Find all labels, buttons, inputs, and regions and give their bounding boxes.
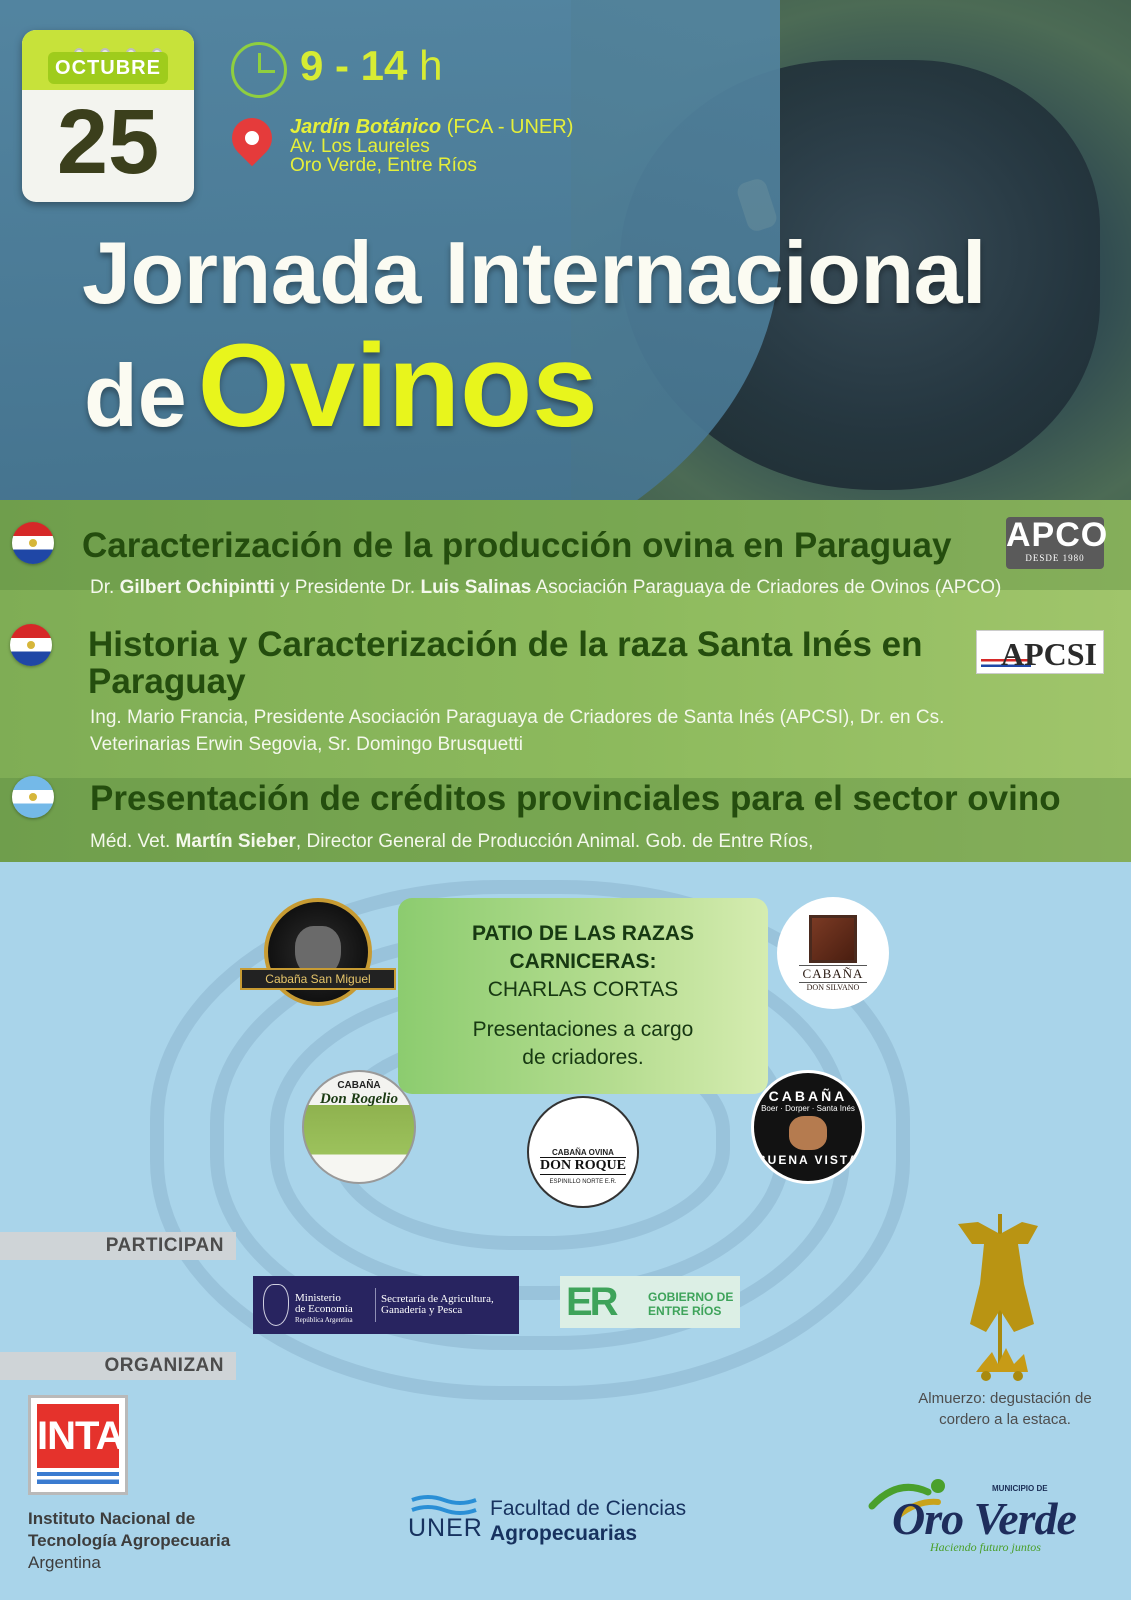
venue-affiliation: (FCA - UNER) [446, 116, 574, 138]
inta-country: Argentina [28, 1553, 101, 1572]
apco-logo-sub: DESDE 1980 [1025, 553, 1085, 563]
talk-2-speakers [90, 704, 944, 758]
er-mark: ER [566, 1280, 616, 1324]
calendar-date [22, 30, 194, 202]
don-roque-name: DON ROQUE [540, 1157, 626, 1173]
apcsi-logo [976, 630, 1104, 674]
event-title-highlight: Ovinos [197, 320, 598, 452]
don-silvano-top: CABAÑA [799, 965, 868, 983]
lunch-line: cordero a la estaca. [939, 1411, 1071, 1428]
cabana-san-miguel-label: Cabaña San Miguel [240, 968, 396, 990]
buena-vista-breeds: Boer · Dorper · Santa Inés [761, 1103, 855, 1113]
secretaria-name [381, 1294, 494, 1316]
er-line: ENTRE RÍOS [648, 1304, 722, 1318]
patio-title: PATIO DE LAS RAZAS [471, 922, 695, 945]
event-title-prefix: de [84, 346, 187, 445]
er-line: GOBIERNO DE [648, 1290, 734, 1304]
venue-address [290, 118, 573, 175]
talk-1-speakers [90, 574, 1001, 601]
paraguay-flag-icon [10, 624, 52, 666]
cabana-don-rogelio-logo [302, 1070, 416, 1184]
patio-description: de criadores. [522, 1046, 644, 1069]
oro-verde-tagline: Haciendo futuro juntos [930, 1540, 1041, 1554]
cabana-don-roque-logo [527, 1096, 639, 1208]
argentina-seal-icon [263, 1284, 289, 1326]
hero-banner [0, 0, 1131, 500]
patio-description: Presentaciones a cargo [472, 1018, 694, 1041]
speakers-text: , Director General de Producción Animal. Gob. de Entre Ríos, [295, 831, 814, 852]
speakers-line: Ing. Mario Francia, Presidente Asociación Paraguaya de Criadores de Santa Inés (APCSI), Dr. en Cs. [90, 707, 945, 728]
speakers-text: y Presidente Dr. [274, 577, 421, 598]
gobierno-entre-rios-logo [560, 1276, 740, 1328]
inta-line: Tecnología Agropecuaria [28, 1531, 231, 1550]
organizan-label: ORGANIZAN [0, 1352, 236, 1380]
inta-line: Instituto Nacional de [28, 1509, 196, 1528]
paraguay-flag-icon [12, 522, 54, 564]
inta-wordmark: INTA [37, 1404, 119, 1468]
buena-vista-name: BUENA VISTA [756, 1152, 859, 1167]
don-rogelio-name: Don Rogelio [320, 1091, 398, 1107]
cabana-don-silvano-logo [777, 897, 889, 1009]
talk-2-title-line2: Paraguay [88, 662, 246, 701]
inta-name [28, 1508, 230, 1574]
calendar-header [22, 30, 194, 90]
secretaria-line: Ganadería y Pesca [381, 1304, 463, 1316]
patio-box [398, 898, 768, 1094]
er-text [648, 1290, 733, 1318]
event-time [300, 42, 442, 90]
apcsi-logo-text: APCSI [1000, 636, 1097, 672]
talk-3-title: Presentación de créditos provinciales para el sector ovino [90, 779, 1061, 818]
speakers-text: Asociación Paraguaya de Criadores de Ovinos (APCO) [531, 577, 1002, 598]
ministerio-country: República Argentina [295, 1316, 353, 1324]
patio-subtitle: CHARLAS CORTAS [487, 978, 679, 1001]
calendar-day: 25 [56, 91, 160, 193]
talk-3-speakers [90, 828, 813, 855]
patio-title: CARNICERAS: [509, 950, 657, 973]
sheep-icon [789, 1116, 827, 1150]
event-title-line2 [84, 318, 598, 454]
lamb-roast-icon [948, 1214, 1058, 1384]
time-unit: h [419, 42, 443, 89]
inta-logo [28, 1395, 128, 1495]
don-silvano-bottom: DON SILVANO [806, 982, 860, 992]
venue-street: Av. Los Laureles [290, 136, 430, 157]
uner-wordmark: UNER [408, 1514, 483, 1542]
participan-label: PARTICIPAN [0, 1232, 236, 1260]
calendar-month: OCTUBRE [48, 52, 168, 84]
event-title-line1: Jornada Internacional [82, 223, 986, 322]
secretaria-line: Secretaría de Agricultura, [381, 1293, 494, 1305]
ministerio-line: de Economía [295, 1303, 353, 1315]
ministerio-economia-logo [253, 1276, 519, 1334]
uner-line: Facultad de Ciencias [490, 1497, 687, 1520]
uner-line: Agropecuarias [490, 1522, 638, 1545]
don-rogelio-top: CABAÑA [337, 1080, 381, 1091]
talk-2-title [88, 626, 923, 700]
inta-stripes [37, 1472, 119, 1486]
uner-waves-icon [410, 1494, 478, 1516]
speakers-text: Dr. [90, 577, 120, 598]
uner-faculty [490, 1496, 686, 1546]
clock-icon [231, 42, 287, 98]
argentina-flag-icon [12, 776, 54, 818]
time-range: 9 - 14 [300, 42, 408, 89]
ministerio-line: Ministerio [295, 1292, 341, 1304]
divider [375, 1288, 376, 1322]
speakers-text: Méd. Vet. [90, 831, 176, 852]
apco-logo [1006, 516, 1109, 569]
speakers-line: Veterinarias Erwin Segovia, Sr. Domingo Brusquetti [90, 734, 523, 755]
venue-name: Jardín Botánico [290, 116, 442, 138]
sheep-icon [809, 915, 857, 963]
speaker-name: Gilbert Ochipintti [119, 577, 275, 598]
speaker-name: Luis Salinas [420, 577, 532, 598]
talk-1-title: Caracterización de la producción ovina en Paraguay [82, 526, 952, 565]
oro-verde-wordmark: Oro Verde [892, 1493, 1076, 1544]
lunch-note [900, 1388, 1110, 1430]
venue-city: Oro Verde, Entre Ríos [290, 155, 477, 176]
speaker-name: Martín Sieber [175, 831, 296, 852]
don-roque-top: CABAÑA OVINA [552, 1147, 614, 1157]
talk-2-title-line1: Historia y Caracterización de la raza Santa Inés en [88, 625, 923, 664]
lunch-line: Almuerzo: degustación de [918, 1390, 1092, 1407]
buena-vista-top: CABAÑA [768, 1087, 848, 1104]
oro-verde-municipio: MUNICIPIO DE [992, 1484, 1048, 1493]
ministerio-name [295, 1293, 353, 1315]
apco-logo-text: APCO [1006, 516, 1109, 554]
cabana-buena-vista-logo [751, 1070, 865, 1184]
don-roque-place: ESPINILLO NORTE E.R. [549, 1178, 617, 1185]
